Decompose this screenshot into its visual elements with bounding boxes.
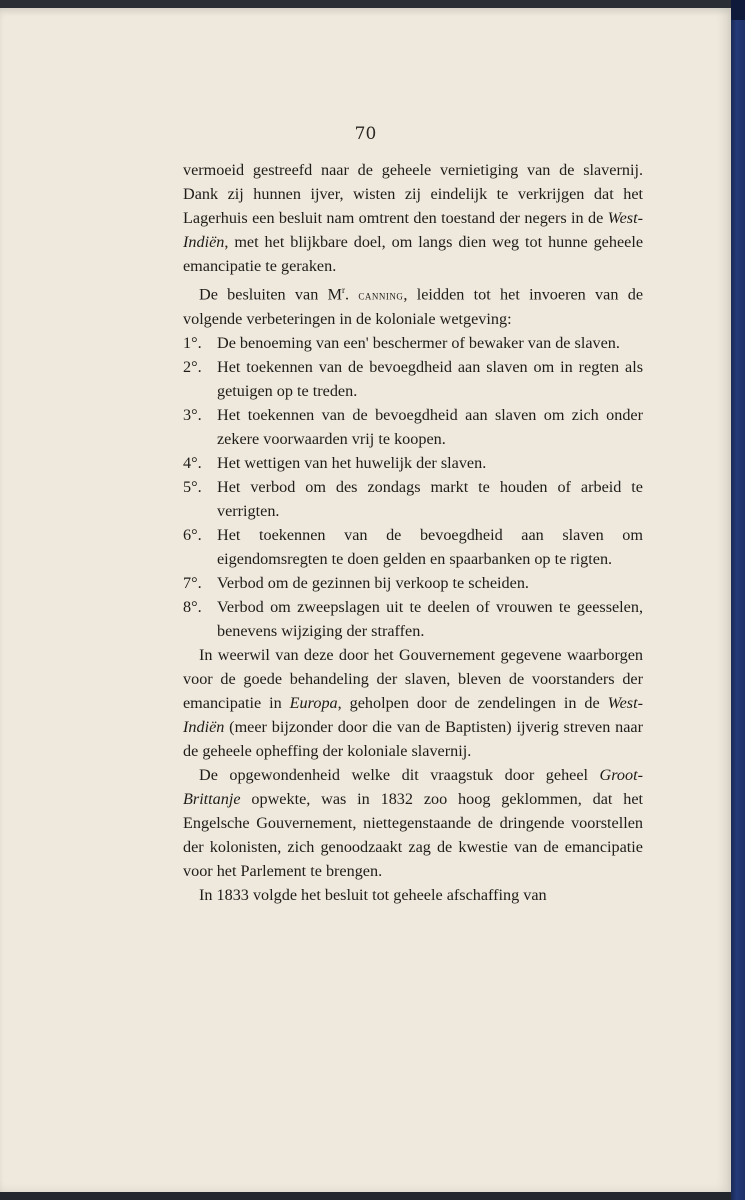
page-body <box>183 158 643 907</box>
list-number: 4°. <box>183 454 202 473</box>
list-item <box>183 475 643 523</box>
list-text: Het toekennen van de bevoegdheid aan slaven om zich onder zekere voorwaarden vrij te koopen. <box>217 406 643 449</box>
superscript: r <box>342 285 345 295</box>
page-number: 70 <box>354 124 377 144</box>
list-text: Verbod om de gezinnen bij verkoop te scheiden. <box>217 574 529 593</box>
list-text: Het toekennen van de bevoegdheid aan slaven om in regten als getuigen op te treden. <box>217 358 643 401</box>
book-spine <box>731 0 745 1200</box>
text-run: opwekte, was in 1832 zoo hoog geklommen, dat het Engelsche Gouvernement, niettegenstaande de dringende voorstellen der kolonisten, zich genoodzaakt zag de kwestie van de emancipatie voor het Parlement te brengen. <box>183 790 643 881</box>
list-number: 8°. <box>183 598 202 617</box>
small-caps-name: canning <box>358 287 404 303</box>
list-text: De benoeming van een' beschermer of bewaker van de slaven. <box>217 334 620 353</box>
paragraph-2 <box>183 278 643 331</box>
italic-term: West-Indiën <box>183 694 643 737</box>
list-item <box>183 451 643 475</box>
list-item <box>183 523 643 571</box>
list-number: 5°. <box>183 478 202 497</box>
book-page <box>0 8 731 1192</box>
spine-corner <box>731 0 745 20</box>
list-number: 6°. <box>183 526 202 545</box>
paragraph-5 <box>183 883 643 907</box>
text-run: De opgewondenheid welke dit vraagstuk door geheel <box>199 766 600 785</box>
list-number: 1°. <box>183 334 202 353</box>
text-run: , met het blijkbare doel, om langs dien weg tot hunne geheele emancipatie te geraken. <box>183 233 643 275</box>
italic-term: Europa <box>289 694 338 713</box>
italic-term: West-Indiën <box>183 209 643 251</box>
list-item <box>183 403 643 451</box>
list-item <box>183 355 643 403</box>
list-item <box>183 595 643 643</box>
list-number: 2°. <box>183 358 202 377</box>
text-run: In weerwil van deze door het Gouvernement gegevene waarborgen voor de goede behandeling der slaven, bleven de voorstanders der emancipatie in <box>183 646 643 713</box>
paragraph-1 <box>183 158 643 278</box>
list-item <box>183 571 643 595</box>
list-number: 7°. <box>183 574 202 593</box>
paragraph-4 <box>183 763 643 883</box>
text-run: (meer bijzonder door die van de Baptisten) ijverig streven naar de geheele opheffing der koloniale slavernij. <box>183 718 643 761</box>
paragraph-3 <box>183 643 643 763</box>
list-number: 3°. <box>183 406 202 425</box>
italic-term: Groot-Brittanje <box>183 766 643 809</box>
text-run: vermoeid gestreefd naar de geheele vernietiging van de slavernij. Dank zij hunnen ijver, wisten zij eindelijk te verkrijgen dat het Lagerhuis een besluit nam omtrent den toestand der negers in de <box>183 161 643 227</box>
text-run: De besluiten van M <box>199 285 342 304</box>
text-run: In 1833 volgde het besluit tot geheele afschaffing van <box>199 886 547 905</box>
text-run: , geholpen door de zendelingen in de <box>337 694 608 713</box>
list-text: Verbod om zweepslagen uit te deelen of vrouwen te geesselen, benevens wijziging der straffen. <box>217 598 643 641</box>
list-item <box>183 331 643 355</box>
list-text: Het wettigen van het huwelijk der slaven. <box>217 454 487 473</box>
text-run: , leidden tot het invoeren van de volgende verbeteringen in de koloniale wetgeving: <box>183 285 644 329</box>
list-text: Het toekennen van de bevoegdheid aan slaven om eigendomsregten te doen gelden en spaarbanken op te rigten. <box>217 526 643 569</box>
list-text: Het verbod om des zondags markt te houden of arbeid te verrigten. <box>217 478 643 521</box>
reform-list <box>183 331 643 643</box>
text-run: . <box>345 285 359 304</box>
